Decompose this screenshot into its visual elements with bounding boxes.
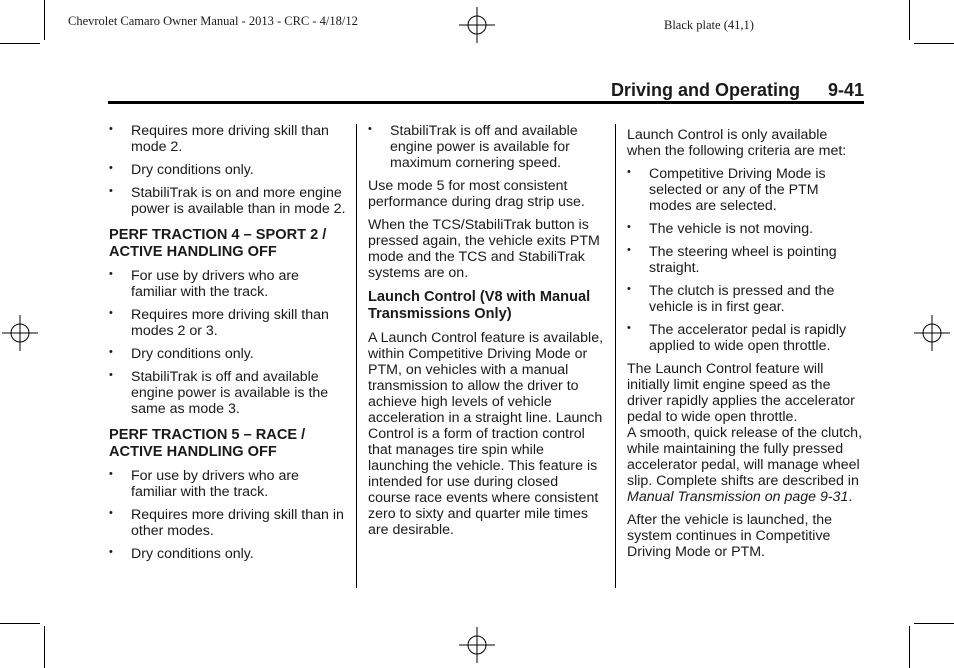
bullet-list (109, 468, 347, 562)
crop-mark (0, 623, 40, 624)
paragraph: When the TCS/StabiliTrak button is pressed again, the vehicle exits PTM mode and the TCS and StabiliTrak systems are on. (368, 217, 600, 281)
cross-reference-link[interactable]: Manual Transmission on page 9-31 (627, 489, 849, 505)
crop-mark (909, 0, 910, 40)
list-item: • Dry conditions only. (109, 546, 347, 562)
list-item: • Requires more driving skill than in other modes. (109, 507, 347, 539)
list-item: • Requires more driving skill than mode 2. (109, 123, 347, 155)
column-divider (615, 124, 616, 588)
list-item: • Competitive Driving Mode is selected or any of the PTM modes are selected. (627, 166, 864, 214)
section-header (560, 80, 864, 101)
section-title: Driving and Operating (610, 80, 800, 100)
paragraph (627, 425, 864, 505)
paragraph-end: . (848, 489, 853, 505)
paragraph: A Launch Control feature is available, within Competitive Driving Mode or PTM, on vehicles with a manual transmission to allow the driver to achieve high levels of vehicle acceleration in a straight line. Launch Control is a form of traction control that manages tire spin while launching the vehicle. This feature is intended for use during closed course race events where consistent zero to sixty and quarter mile times are desirable. (368, 330, 604, 538)
column-2 (368, 123, 604, 545)
crop-mark (0, 43, 40, 44)
paragraph: Use mode 5 for most consistent performance during drag strip use. (368, 178, 585, 210)
section-heading: PERF TRACTION 5 – RACE / ACTIVE HANDLING OFF (109, 427, 306, 460)
list-item: • StabiliTrak is off and available engine power is available for maximum cornering speed. (368, 123, 604, 171)
column-1 (109, 123, 347, 569)
list-item: • The steering wheel is pointing straight. (627, 244, 864, 276)
bullet-list (368, 123, 604, 171)
plate-label: Black plate (41,1) (664, 18, 754, 32)
print-header-title: Chevrolet Camaro Owner Manual - 2013 - CRC - 4/18/12 (68, 14, 358, 28)
section-heading: Launch Control (V8 with Manual Transmissions Only) (368, 289, 591, 322)
registration-mark-icon (459, 627, 495, 663)
list-item: • Dry conditions only. (109, 346, 347, 362)
header-rule (108, 101, 864, 104)
list-item: • For use by drivers who are familiar with the track. (109, 268, 347, 300)
page-number: 9-41 (827, 80, 864, 100)
crop-mark (914, 43, 954, 44)
column-3 (627, 127, 864, 567)
list-item: • The clutch is pressed and the vehicle is in first gear. (627, 283, 864, 315)
section-heading: PERF TRACTION 4 – SPORT 2 / ACTIVE HANDLING OFF (109, 227, 327, 260)
registration-mark-icon (459, 7, 495, 43)
list-item: • The vehicle is not moving. (627, 221, 864, 237)
column-divider (356, 124, 357, 588)
bullet-list (627, 166, 864, 354)
list-item: • Requires more driving skill than modes 2 or 3. (109, 307, 347, 339)
registration-mark-icon (2, 315, 38, 351)
list-item: • StabiliTrak is off and available engine power is available is the same as mode 3. (109, 369, 347, 417)
list-item: • StabiliTrak is on and more engine power is available than in mode 2. (109, 185, 347, 217)
list-item: • For use by drivers who are familiar with the track. (109, 468, 347, 500)
paragraph: After the vehicle is launched, the system continues in Competitive Driving Mode or PTM. (627, 512, 833, 560)
registration-mark-icon (914, 315, 950, 351)
paragraph: The Launch Control feature will initially limit engine speed as the driver rapidly applies the accelerator pedal to wide open throttle. (627, 361, 855, 425)
crop-mark (909, 626, 910, 668)
crop-mark (44, 0, 45, 40)
bullet-list (109, 123, 347, 217)
list-item: • The accelerator pedal is rapidly applied to wide open throttle. (627, 322, 864, 354)
list-item: • Dry conditions only. (109, 162, 347, 178)
crop-mark (44, 626, 45, 668)
paragraph: Launch Control is only available when the following criteria are met: (627, 127, 847, 159)
paragraph-text: A smooth, quick release of the clutch, while maintaining the fully pressed accelerator pedal, will manage wheel slip. Complete shifts are described in (627, 425, 863, 489)
bullet-list (109, 268, 347, 417)
crop-mark (914, 623, 954, 624)
